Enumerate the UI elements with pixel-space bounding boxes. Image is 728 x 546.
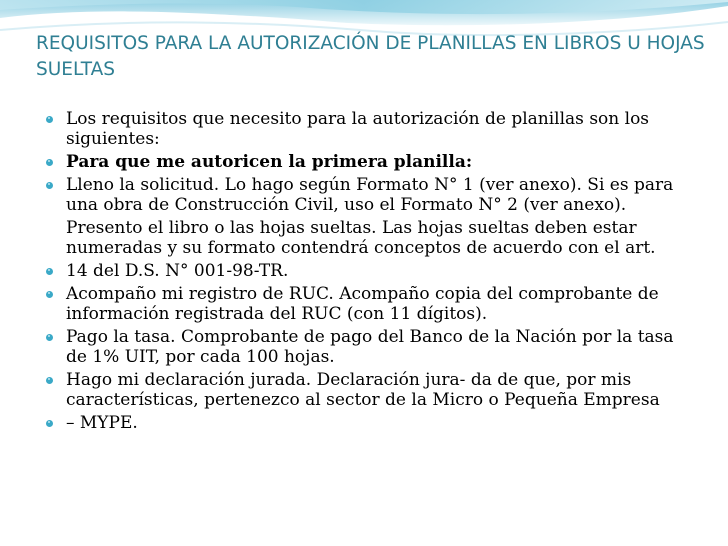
list-item	[46, 176, 686, 215]
list-item	[46, 371, 686, 410]
bullet-icon	[46, 116, 53, 123]
bullet-icon	[46, 334, 53, 341]
requirements-list	[46, 110, 686, 437]
list-item-text: Hago mi declaración jurada. Declaración jura- da de que, por mis características, pertenezco al sector de la Micro o Pequeña Empresa	[66, 369, 660, 410]
list-item	[46, 110, 686, 149]
list-item	[46, 285, 686, 324]
list-item-text: – MYPE.	[66, 412, 138, 433]
list-item	[46, 328, 686, 367]
bullet-icon	[46, 291, 53, 298]
bullet-icon	[46, 182, 53, 189]
bullet-icon	[46, 268, 53, 275]
list-item-text: Presento el libro o las hojas sueltas. Las hojas sueltas deben estar numeradas y su formato contendrá conceptos de acuerdo con el art.	[66, 218, 656, 258]
list-item	[46, 153, 686, 173]
bullet-icon	[46, 159, 53, 166]
list-item-text: 14 del D.S. N° 001-98-TR.	[66, 260, 289, 281]
bullet-icon	[46, 377, 53, 384]
list-item-text: Para que me autoricen la primera planilla:	[66, 151, 473, 172]
list-item	[46, 219, 686, 258]
list-item	[46, 414, 686, 434]
slide-title: REQUISITOS PARA LA AUTORIZACIÓN DE PLANILLAS EN LIBROS U HOJAS SUELTAS	[36, 33, 705, 80]
list-item-text: Pago la tasa. Comprobante de pago del Banco de la Nación por la tasa de 1% UIT, por cada 100 hojas.	[66, 327, 674, 367]
list-item-text: Acompaño mi registro de RUC. Acompaño copia del comprobante de información registrada del RUC (con 11 dígitos).	[66, 284, 659, 324]
list-item-text: Lleno la solicitud. Lo hago según Formato N° 1 (ver anexo). Si es para una obra de Construcción Civil, uso el Formato N° 2 (ver anexo).	[66, 175, 674, 215]
list-item-text: Los requisitos que necesito para la autorización de planillas son los siguientes:	[66, 109, 650, 149]
bullet-icon	[46, 420, 53, 427]
list-item	[46, 262, 686, 282]
